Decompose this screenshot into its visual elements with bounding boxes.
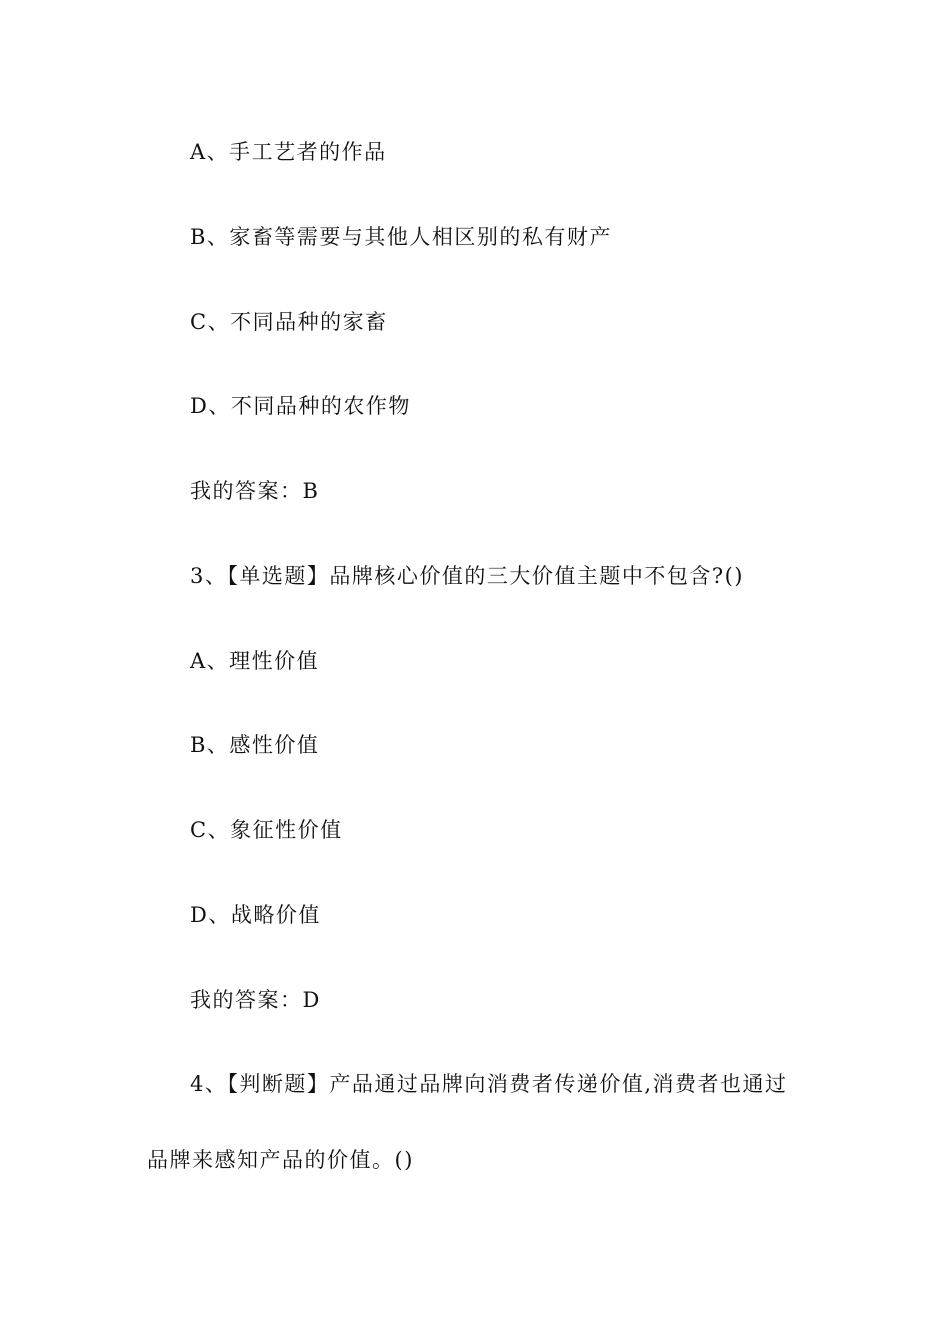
q2-option-d: D、不同品种的农作物 (190, 394, 411, 418)
q3-option-a: A、理性价值 (190, 649, 320, 673)
q2-option-a: A、手工艺者的作品 (190, 140, 387, 164)
q3-question: 3、【单选题】品牌核心价值的三大价值主题中不包含?() (190, 564, 745, 588)
q2-option-c: C、不同品种的家畜 (190, 310, 388, 334)
q3-option-c: C、象征性价值 (190, 818, 343, 842)
q3-option-b: B、感性价值 (190, 733, 320, 757)
q2-answer: 我的答案：B (190, 479, 320, 503)
q4-question-line-1: 4、【判断题】产品通过品牌向消费者传递价值,消费者也通过 (190, 1072, 788, 1096)
q3-answer: 我的答案：D (190, 988, 321, 1012)
q2-option-b: B、家畜等需要与其他人相区别的私有财产 (190, 225, 612, 249)
q3-option-d: D、战略价值 (190, 903, 321, 927)
q4-question-line-2: 品牌来感知产品的价值。() (147, 1148, 414, 1172)
